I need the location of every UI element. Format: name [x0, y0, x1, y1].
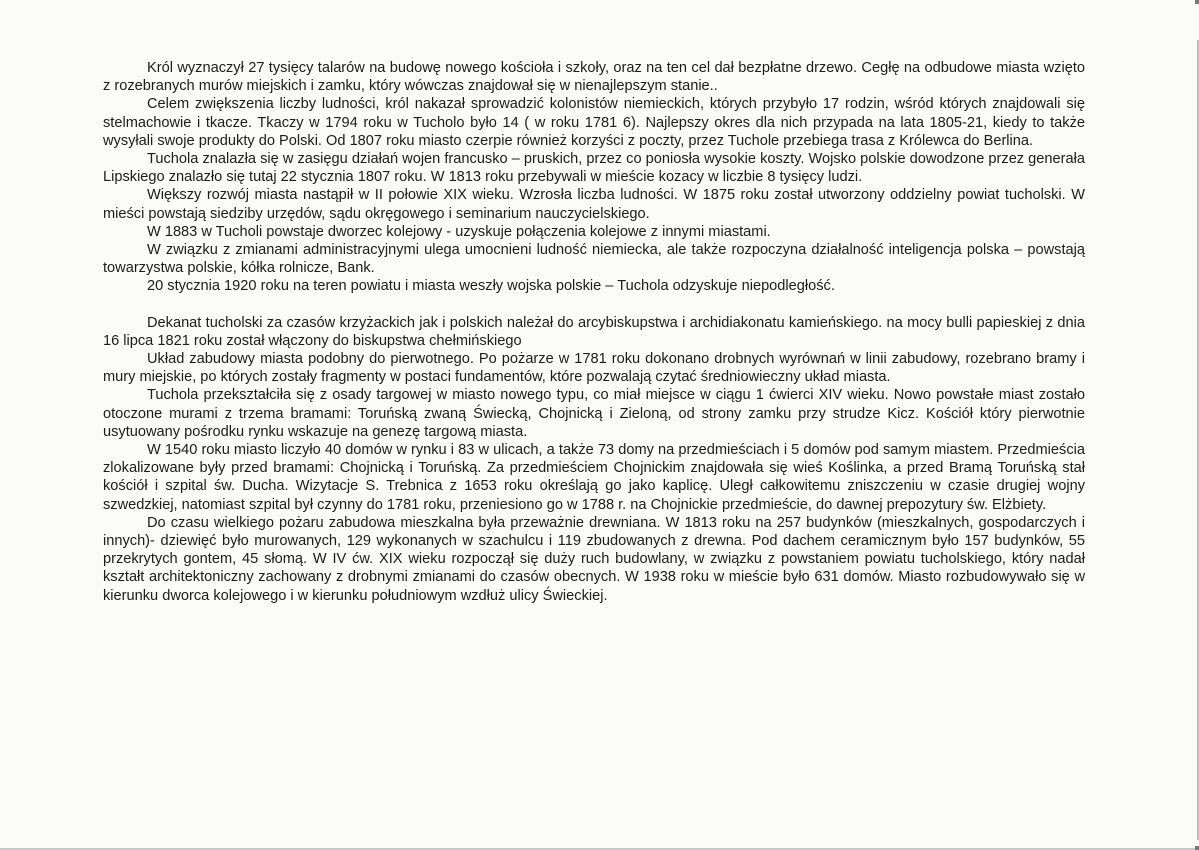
paragraph-7: 20 stycznia 1920 roku na teren powiatu i miasta weszły wojska polskie – Tuchola odzyskuje niepodległość. — [147, 278, 835, 295]
paragraph-1: Król wyznaczył 27 tysięcy talarów na budowę nowego kościoła i szkoły, oraz na ten cel dał bezpłatne drzewo. Cegłę na odbudowe miasta wzięto z rozebranych murów miejskich i zamku, który wówczas znajdował się w nienajlepszym stanie.. — [103, 60, 1085, 95]
paragraph-9: Układ zabudowy miasta podobny do pierwotnego. Po pożarze w 1781 roku dokonano drobnych wyrównań w linii zabudowy, rozebrano bramy i mury miejskie, po których zostały fragmenty w postaci fundamentów, które pozwalają czytać średniowieczny układ miasta. — [103, 351, 1085, 386]
paragraph-11: W 1540 roku miasto liczyło 40 domów w rynku i 83 w ulicach, a także 73 domy na przedmieściach i 5 domów pod samym miastem. Przedmieścia zlokalizowane były przed bramami: Chojnicką i Toruńską. Za przedmieściem Chojnickim znajdowała się wieś Koślinka, a przed Bramą Toruńską stał kościół i szpital św. Ducha. Wizytacje S. Trebnica z 1653 roku określają go jako kaplicę. Uległ całkowitemu zniszczeniu w czasie drugiej wojny szwedzkiej, natomiast szpital był czynny do 1781 roku, przeniesiono go w 1788 r. na Chojnickie przedmieście, do dawnej prepozytury św. Elżbiety. — [103, 442, 1085, 513]
scan-corner-mark — [1195, 0, 1199, 4]
paragraph-2: Celem zwiększenia liczby ludności, król nakazał sprowadzić kolonistów niemieckich, których przybyło 17 rodzin, wśród których znajdowali się stelmachowie i tkacze. Tkaczy w 1794 roku w Tucholo było 14 ( w roku 1781 6). Najlepszy okres dla nich przypada na lata 1805-21, kiedy to także wysyłali swoje produkty do Polski. Od 1807 roku miasto czerpie również korzyści z poczty, przez Tuchole przebiega trasa z Królewca do Berlina. — [103, 96, 1085, 149]
paragraph-5: W 1883 w Tucholi powstaje dworzec kolejowy - uzyskuje połączenia kolejowe z innymi miastami. — [147, 223, 771, 240]
scan-corner-mark — [1195, 846, 1199, 850]
document-body — [103, 59, 1085, 605]
paragraph-6: W związku z zmianami administracyjnymi ulega umocnieni ludność niemiecka, ale także rozpoczyna działalność inteligencja polska – powstają towarzystwa polskie, kółka rolnicze, Bank. — [103, 242, 1085, 277]
paragraph-10: Tuchola przekształciła się z osady targowej w miasto nowego typu, co miał miejsce w ciągu 1 ćwierci XIV wieku. Nowo powstałe miast zostało otoczone murami z trzema bramami: Toruńską zwaną Świecką, Chojnicką i Zieloną, od strony zamku przy strudze Kicz. Kościół który pierwotnie usytuowany pośrodku rynku wskazuje na genezę targową miasta. — [103, 387, 1085, 440]
paragraph-8: Dekanat tucholski za czasów krzyżackich jak i polskich należał do arcybiskupstwa i archidiakonatu kamieńskiego. na mocy bulli papieskiej z dnia 16 lipca 1821 roku został włączony do biskupstwa chełmińskiego — [103, 314, 1085, 349]
paragraph-4: Większy rozwój miasta nastąpił w II połowie XIX wieku. Wzrosła liczba ludności. W 1875 roku został utworzony oddzielny powiat tucholski. W mieści powstają siedziby urzędów, sądu okręgowego i seminarium nauczycielskiego. — [103, 187, 1085, 222]
paragraph-3: Tuchola znalazła się w zasięgu działań wojen francusko – pruskich, przez co poniosła wysokie koszty. Wojsko polskie dowodzone przez generała Lipskiego znalazło się tutaj 22 stycznia 1807 roku. W 1813 roku przebywali w mieście kozacy w liczbie 8 tysięcy ludzi. — [103, 151, 1085, 186]
paragraph-12: Do czasu wielkiego pożaru zabudowa mieszkalna była przeważnie drewniana. W 1813 roku na 257 budynków (mieszkalnych, gospodarczych i innych)- dziewięć było murowanych, 129 wykonanych w szachulcu i 119 zbudowanych z drewna. Pod dachem ceramicznym było 157 budynków, 55 przekrytych gontem, 45 słomą. W IV ćw. XIX wieku rozpoczął się duży ruch budowlany, w związku z powstaniem powiatu tucholskiego, który nadał kształt architektoniczny zachowany z drobnymi zmianami do czasów obecnych. W 1938 roku w mieście było 631 domów. Miasto rozbudowywało się w kierunku dworca kolejowego i w kierunku południowym wzdłuż ulicy Świeckiej. — [103, 514, 1085, 604]
